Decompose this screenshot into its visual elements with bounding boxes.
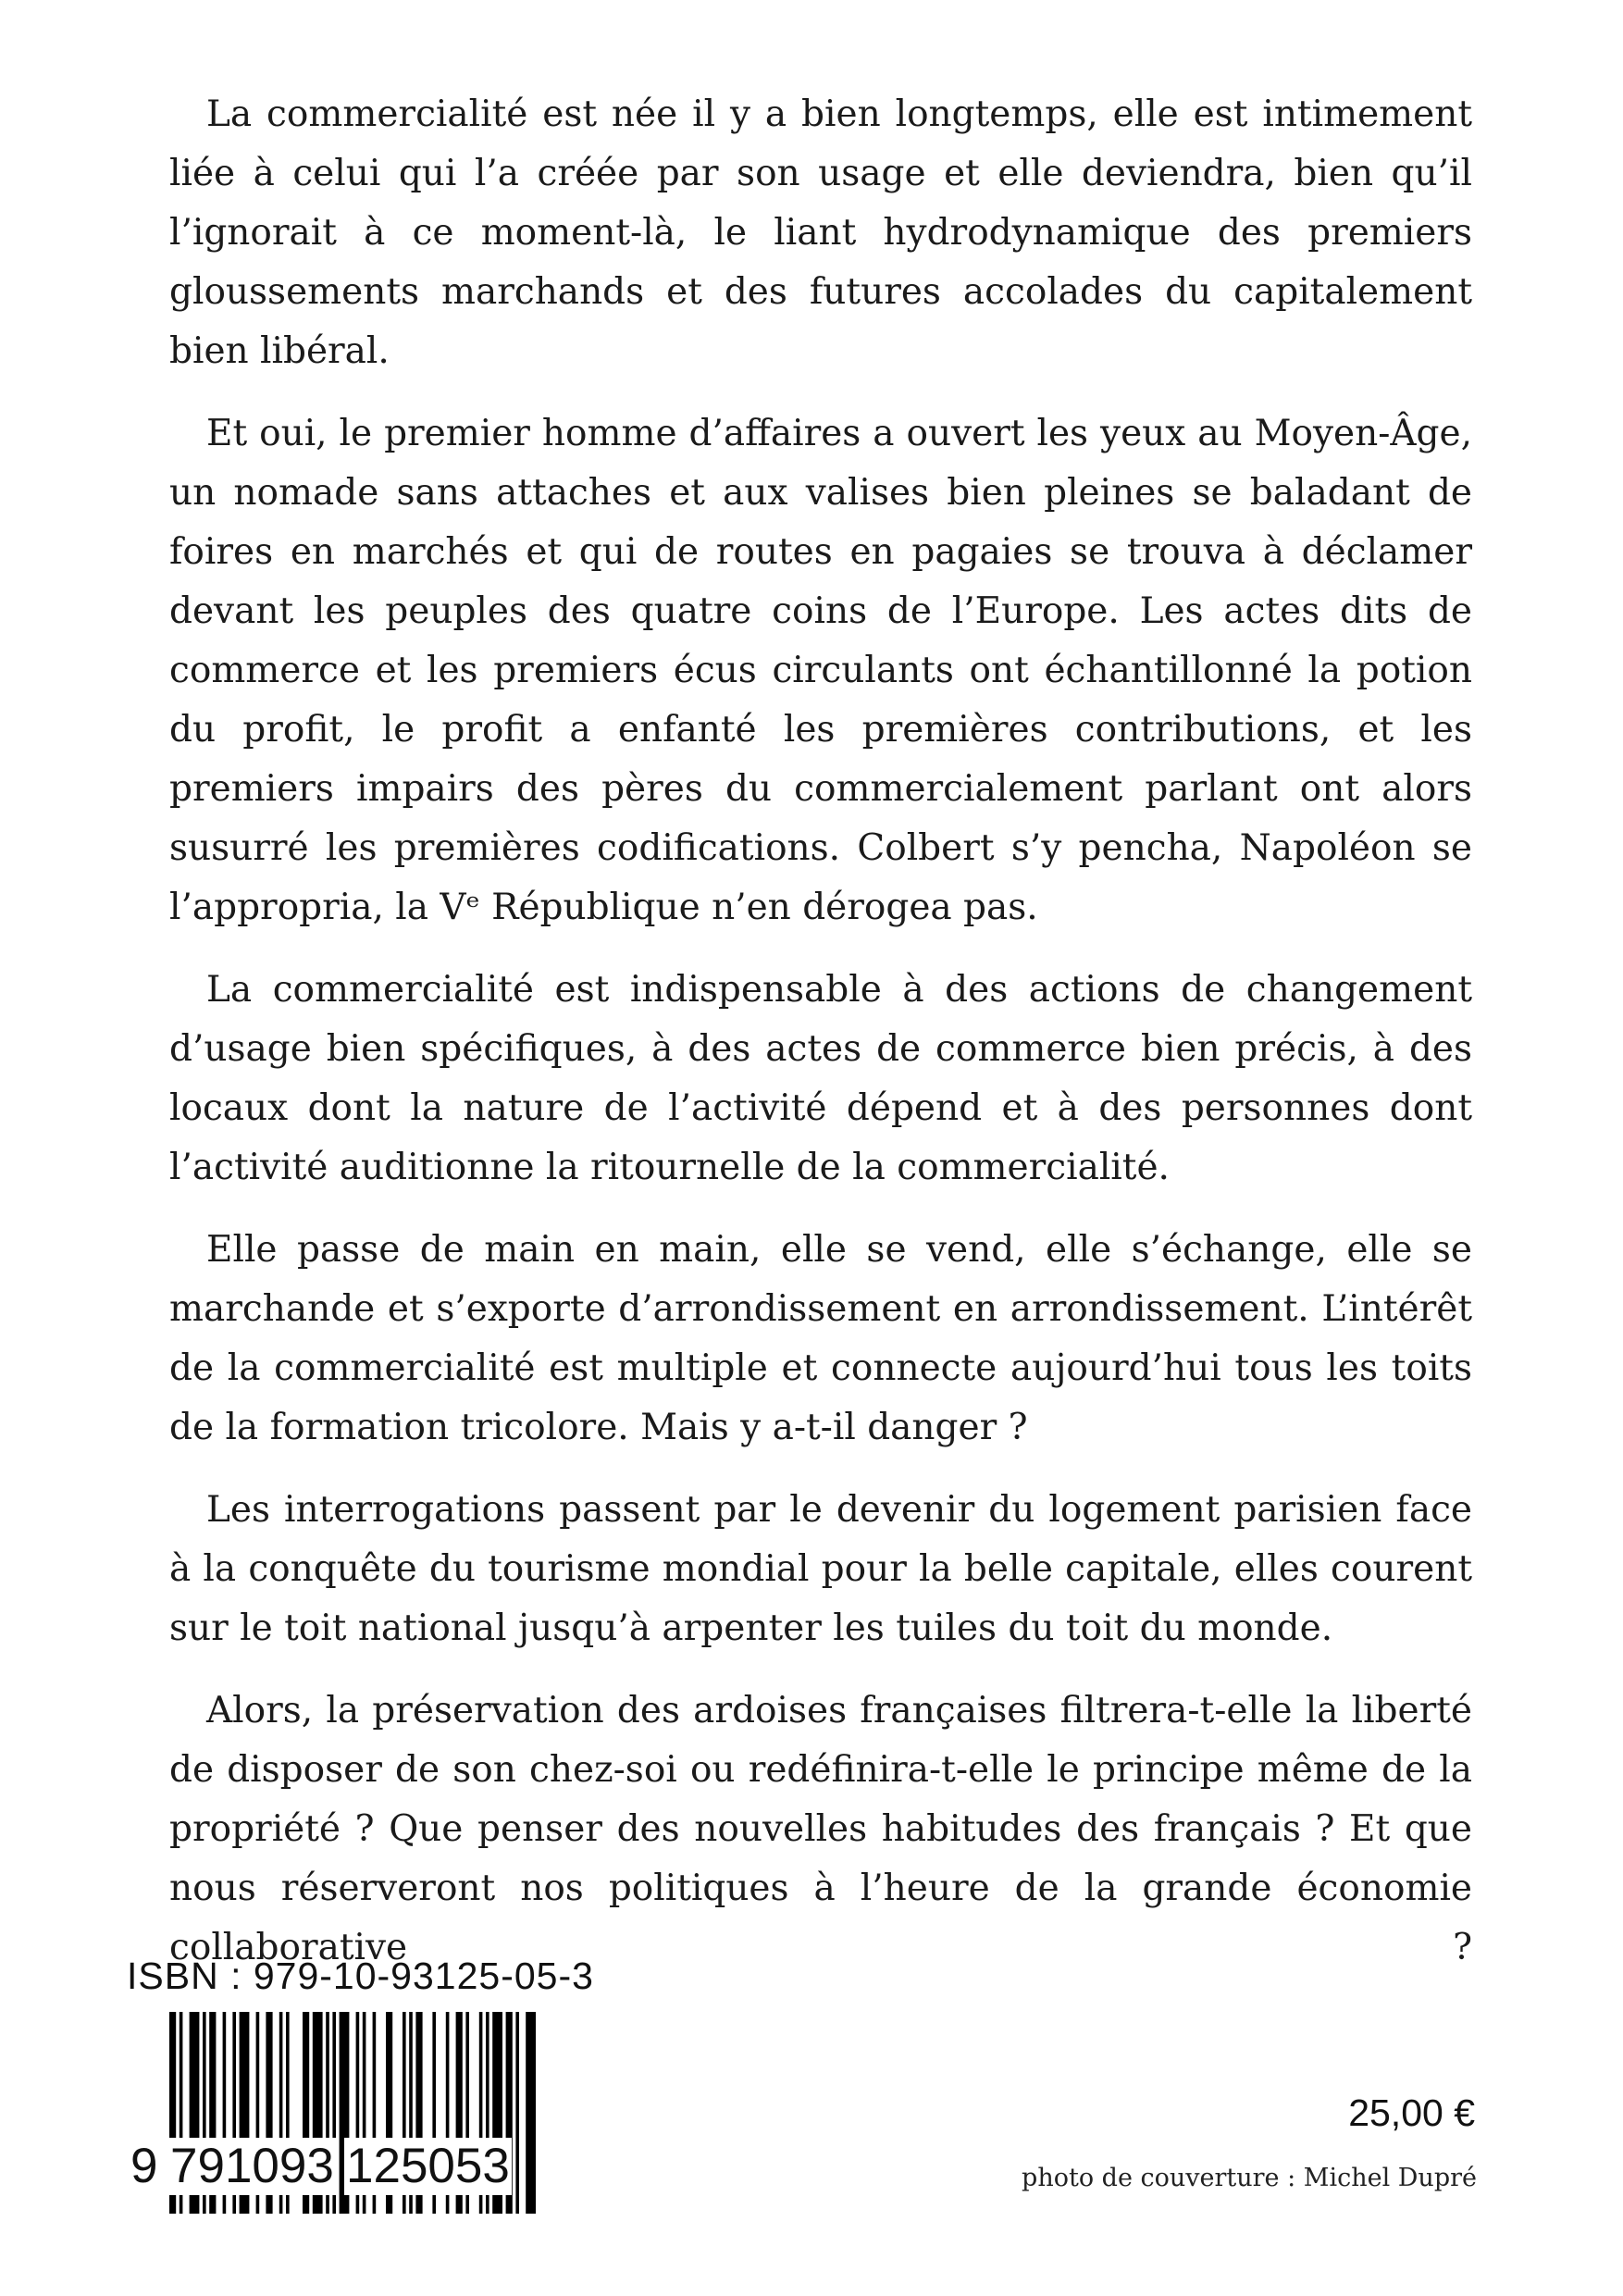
- blurb-paragraph-6: Alors, la préservation des ardoises françaises filtrera-t-elle la liberté de disposer de son chez-soi ou redéfinira-t-elle le principe même de la propriété ? Que penser des nouvelles habitudes des français ? Et que nous réserveront nos politiques à l’heure de la grande économie collaborative ?: [169, 1690, 1472, 1968]
- barcode-digits-right: 125053: [346, 2139, 510, 2193]
- barcode-digits: [127, 2138, 539, 2212]
- blurb-paragraph-1: La commercialité est née il y a bien longtemps, elle est intimement liée à celui qui l’a créée par son usage et elle deviendra, bien qu’il l’ignorait à ce moment-là, le liant hydrodynamique des premiers gloussements marchands et des futures accolades du capitalement bien libéral.: [169, 93, 1472, 372]
- barcode-digits-left: 791093: [170, 2139, 334, 2193]
- blurb-text: [169, 85, 1472, 2001]
- isbn-label: ISBN : 979-10-93125-05-3: [127, 1955, 594, 1997]
- photo-credit: photo de couverture : Michel Dupré: [1022, 2164, 1477, 2192]
- blurb-paragraph-2: Et oui, le premier homme d’affaires a ouvert les yeux au Moyen-Âge, un nomade sans attaches et aux valises bien pleines se baladant de foires en marchés et qui de routes en pagaies se trouva à déclamer devant les peuples des quatre coins de l’Europe. Les actes dits de commerce et les premiers écus circulants ont échantillonné la potion du profit, le profit a enfanté les premières contributions, et les premiers impairs des pères du commercialement parlant ont alors susurré les premières codifications. Colbert s’y pencha, Napoléon se l’appropria, la Vᵉ République n’en dérogea pas.: [169, 413, 1472, 928]
- blurb-paragraph-5: Les interrogations passent par le devenir du logement parisien face à la conquête du tourisme mondial pour la belle capitale, elles courent sur le toit national jusqu’à arpenter les tuiles du toit du monde.: [169, 1489, 1472, 1649]
- price: 25,00 €: [1348, 2091, 1475, 2134]
- blurb-paragraph-4: Elle passe de main en main, elle se vend, elle s’échange, elle se marchande et s’exporte d’arrondissement en arrondissement. L’intérêt de la commercialité est multiple et connecte aujourd’hui tous les toits de la formation tricolore. Mais y a-t-il danger ?: [169, 1229, 1472, 1448]
- barcode-digit-first: 9: [130, 2139, 158, 2193]
- blurb-paragraph-3: La commercialité est indispensable à des actions de changement d’usage bien spécifiques, à des actes de commerce bien précis, à des locaux dont la nature de l’activité dépend et à des personnes dont l’activité auditionne la ritournelle de la commercialité.: [169, 969, 1472, 1188]
